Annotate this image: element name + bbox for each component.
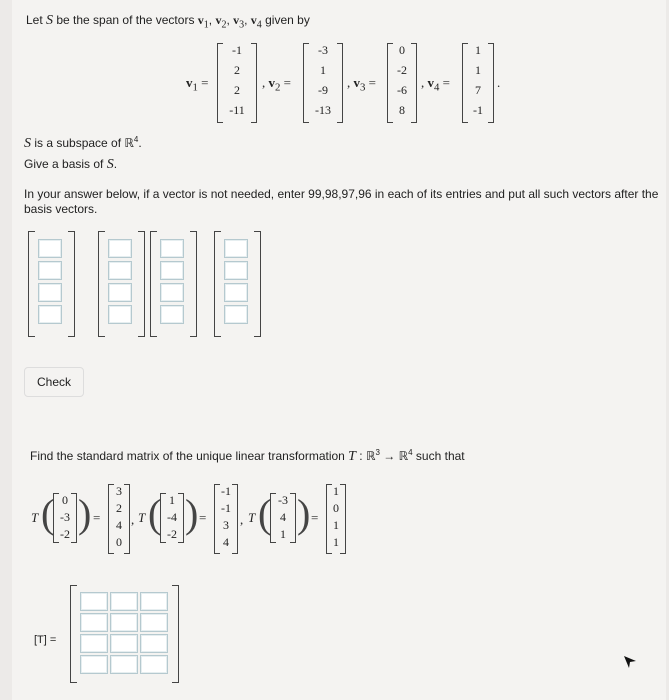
paren-right-2: ) bbox=[185, 491, 199, 536]
matrix-entry-r4-c1[interactable] bbox=[80, 655, 108, 674]
matrix-entry-r1-c1[interactable] bbox=[80, 592, 108, 611]
matrix-entry-r3-c1[interactable] bbox=[80, 634, 108, 653]
problem-2-prompt: Find the standard matrix of the unique linear transformation T : ℝ$^3$ → ℝ$^4$ such that bbox=[30, 448, 465, 464]
paren-right-1: ) bbox=[78, 491, 92, 536]
paren-left-1: ( bbox=[41, 491, 55, 536]
matrix-bracket-right bbox=[172, 585, 179, 683]
equals-2: = bbox=[199, 510, 207, 525]
subspace-statement: S is a subspace of ℝ$^4$. bbox=[24, 135, 142, 151]
check-button[interactable]: Check bbox=[24, 367, 84, 397]
instruction-text: In your answer below, if a vector is not needed, enter 99,98,97,96 in each of its entries and put all such vectors after the basis vectors. bbox=[24, 187, 659, 216]
basis-vector-3-entry-2[interactable] bbox=[160, 261, 184, 280]
basis-vector-1-entry-4[interactable] bbox=[38, 305, 62, 324]
problem-1-intro: Let S be the span of the vectors $v_1$, $v_2$, $v_3$, $v_4$ given by bbox=[26, 13, 310, 31]
v4-label: , $v_4$ = bbox=[421, 75, 451, 94]
pair-3-input: -3 4 1 bbox=[270, 493, 296, 543]
basis-vector-4-entry-3[interactable] bbox=[224, 283, 248, 302]
matrix-entry-r1-c2[interactable] bbox=[110, 592, 138, 611]
pair-2-output: -1 -1 3 4 bbox=[214, 484, 238, 554]
basis-vector-2-entry-4[interactable] bbox=[108, 305, 132, 324]
basis-vector-2-entry-1[interactable] bbox=[108, 239, 132, 258]
matrix-entry-r2-c3[interactable] bbox=[140, 613, 168, 632]
basis-vector-bracket-right bbox=[68, 231, 75, 337]
pair-1-output: 3 2 4 0 bbox=[108, 484, 130, 554]
matrix-entry-r2-c1[interactable] bbox=[80, 613, 108, 632]
matrix-entry-r4-c2[interactable] bbox=[110, 655, 138, 674]
v2-label: , $v_2$ = bbox=[262, 75, 292, 94]
matrix-bracket-left bbox=[70, 585, 77, 683]
basis-vector-3-entry-4[interactable] bbox=[160, 305, 184, 324]
matrix-entry-r3-c2[interactable] bbox=[110, 634, 138, 653]
basis-vector-bracket-right bbox=[254, 231, 261, 337]
v4-matrix: 1 1 7 -1 bbox=[462, 43, 494, 123]
v1-label: $v_1$ = bbox=[186, 75, 209, 94]
basis-vector-1-entry-3[interactable] bbox=[38, 283, 62, 302]
t-symbol-1: T bbox=[31, 510, 39, 525]
give-basis: Give a basis of S. bbox=[24, 157, 118, 172]
pair-2-input: 1 -4 -2 bbox=[160, 493, 184, 543]
basis-vector-1-entry-1[interactable] bbox=[38, 239, 62, 258]
basis-vector-3-entry-1[interactable] bbox=[160, 239, 184, 258]
pair-1-input: 0 -3 -2 bbox=[53, 493, 77, 543]
basis-vector-bracket-right bbox=[138, 231, 145, 337]
basis-vector-2-entry-3[interactable] bbox=[108, 283, 132, 302]
equals-1: = bbox=[93, 510, 101, 525]
comma-1: , bbox=[131, 512, 135, 527]
basis-vector-1-entry-2[interactable] bbox=[38, 261, 62, 280]
matrix-label: [T] = bbox=[34, 634, 57, 646]
v1-matrix: -1 2 2 -11 bbox=[217, 43, 257, 123]
matrix-entry-r3-c3[interactable] bbox=[140, 634, 168, 653]
basis-vector-bracket-left bbox=[98, 231, 105, 337]
comma-2: , bbox=[240, 512, 244, 527]
paren-left-3: ( bbox=[258, 491, 272, 536]
t-symbol-2: T bbox=[138, 510, 146, 525]
period: . bbox=[497, 75, 501, 90]
basis-vector-bracket-left bbox=[28, 231, 35, 337]
basis-vector-3-entry-3[interactable] bbox=[160, 283, 184, 302]
basis-vector-2-entry-2[interactable] bbox=[108, 261, 132, 280]
t-symbol-3: T bbox=[248, 510, 256, 525]
basis-vector-4-entry-1[interactable] bbox=[224, 239, 248, 258]
paren-right-3: ) bbox=[297, 491, 311, 536]
v3-matrix: 0 -2 -6 8 bbox=[387, 43, 417, 123]
matrix-entry-r1-c3[interactable] bbox=[140, 592, 168, 611]
basis-vector-4-entry-2[interactable] bbox=[224, 261, 248, 280]
cursor-icon bbox=[622, 654, 638, 670]
pair-3-output: 1 0 1 1 bbox=[326, 484, 346, 554]
basis-vector-bracket-left bbox=[214, 231, 221, 337]
basis-vector-4-entry-4[interactable] bbox=[224, 305, 248, 324]
v2-matrix: -3 1 -9 -13 bbox=[303, 43, 343, 123]
matrix-entry-r4-c3[interactable] bbox=[140, 655, 168, 674]
matrix-entry-r2-c2[interactable] bbox=[110, 613, 138, 632]
basis-vector-bracket-right bbox=[190, 231, 197, 337]
v3-label: , $v_3$ = bbox=[347, 75, 377, 94]
paren-left-2: ( bbox=[148, 491, 162, 536]
equals-3: = bbox=[311, 510, 319, 525]
basis-vector-bracket-left bbox=[150, 231, 157, 337]
